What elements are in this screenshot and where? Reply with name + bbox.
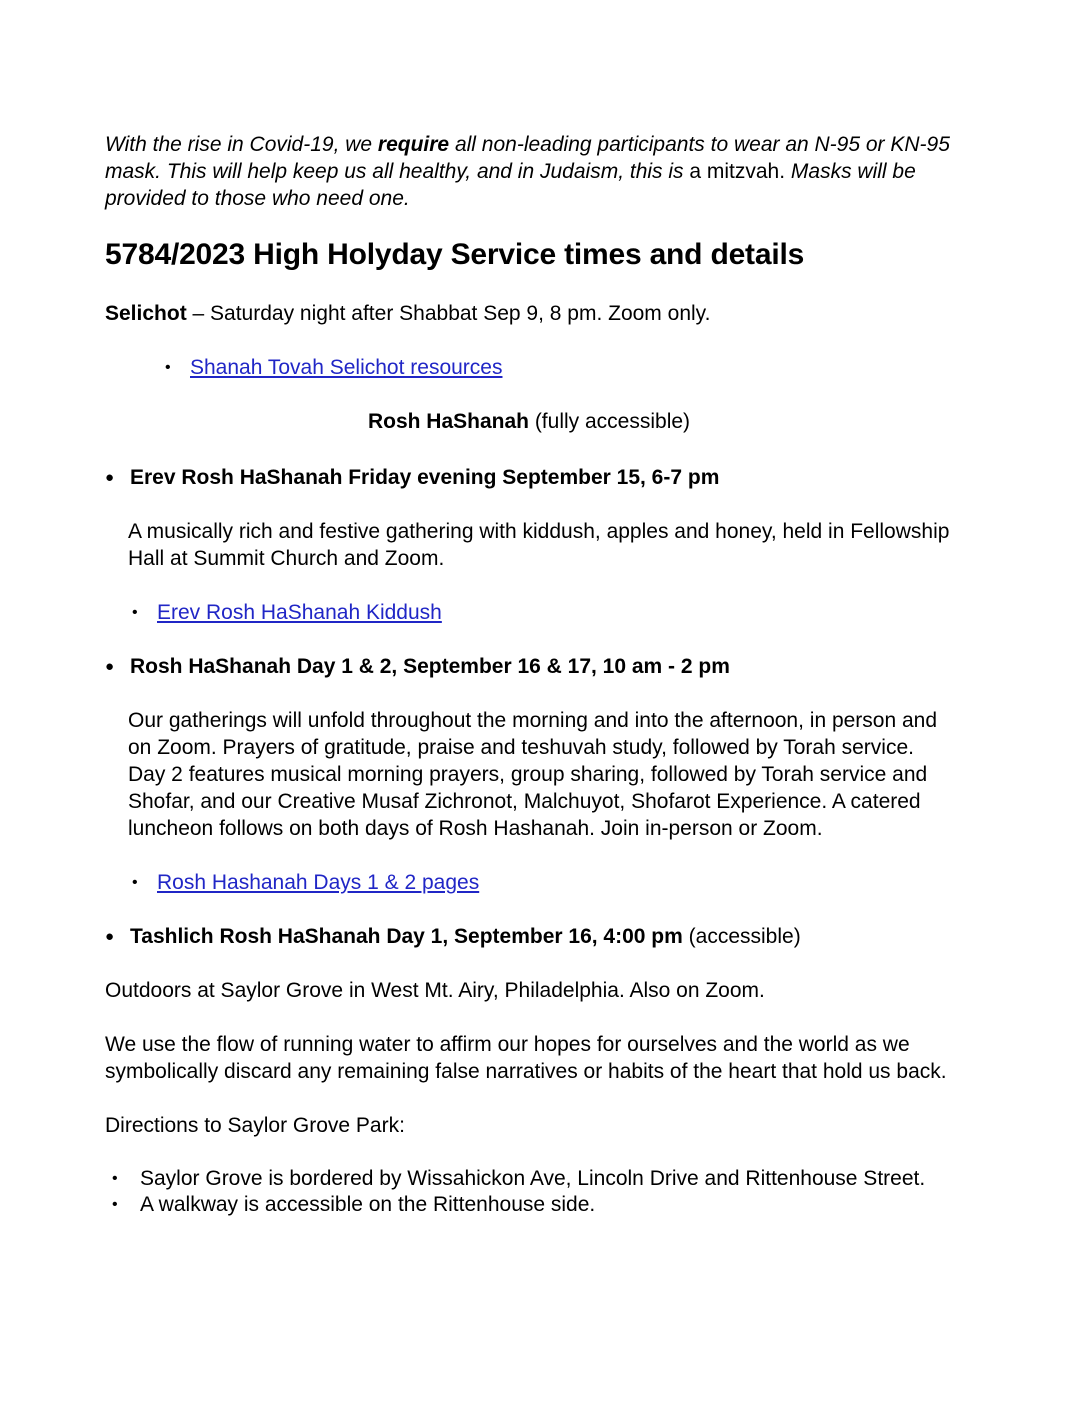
rosh-hashanah-centered-heading: [105, 408, 953, 435]
event-rosh-hashanah-days: [105, 653, 990, 680]
erev-kiddush-link[interactable]: Erev Rosh HaShanah Kiddush: [157, 601, 442, 624]
selichot-line: [105, 300, 953, 327]
tashlich-location: Outdoors at Saylor Grove in West Mt. Airy, Philadelphia. Also on Zoom.: [105, 979, 765, 1002]
event-title: Erev Rosh HaShanah Friday evening September 15, 6-7 pm: [130, 466, 720, 489]
page-title: 5784/2023 High Holyday Service times and details: [105, 238, 805, 271]
event-title: Rosh HaShanah Day 1 & 2, September 16 & 17, 10 am - 2 pm: [130, 655, 730, 678]
rosh-hashanah-accessibility-note: (fully accessible): [528, 410, 691, 433]
list-item-selichot-resources: [165, 354, 990, 381]
days-pages-link[interactable]: Rosh Hashanah Days 1 & 2 pages: [157, 871, 480, 894]
intro-text-3: Masks will be provided to those who need one.: [105, 160, 916, 210]
event-accessibility-note: (accessible): [682, 925, 801, 948]
event-tashlich: [105, 923, 990, 950]
bullet-icon: •: [132, 604, 138, 621]
list-item-direction: [112, 1192, 990, 1218]
event-title-mixed: [130, 923, 801, 950]
direction-text: A walkway is accessible on the Rittenhouse side.: [140, 1193, 596, 1216]
intro-require-emphasis: require: [377, 133, 450, 156]
selichot-details: – Saturday night after Shabbat Sep 9, 8 pm. Zoom only.: [186, 302, 711, 325]
rosh-hashanah-label: Rosh HaShanah: [367, 410, 529, 433]
bullet-icon: •: [112, 1170, 118, 1187]
intro-text-2: all non-leading participants to wear an N-95 or KN-95 mask. This will help keep us all healthy, and in Judaism, this is: [105, 133, 950, 183]
directions-list: [112, 1166, 990, 1218]
list-item-direction: [112, 1166, 990, 1192]
intro-paragraph: [105, 131, 957, 212]
event-erev-description: A musically rich and festive gathering with kiddush, apples and honey, held in Fellowship Hall at Summit Church and Zoom.: [128, 520, 950, 570]
event-title: Tashlich Rosh HaShanah Day 1, September 16, 4:00 pm: [130, 925, 683, 948]
list-item-days-pages: [132, 869, 990, 896]
bullet-icon: ●: [105, 658, 115, 675]
selichot-label: Selichot: [105, 302, 187, 325]
bullet-icon: •: [112, 1196, 118, 1213]
selichot-resources-link[interactable]: Shanah Tovah Selichot resources: [190, 356, 503, 379]
directions-label: Directions to Saylor Grove Park:: [105, 1114, 405, 1137]
event-days-description: Our gatherings will unfold throughout the morning and into the afternoon, in person and on Zoom. Prayers of gratitude, praise and teshuvah study, followed by Torah service. Day 2 features musical morning prayers, group sharing, followed by Torah service and Shofar, and our Creative Musaf Zichronot, Malchuyot, Shofarot Experience. A catered luncheon follows on both days of Rosh Hashanah. Join in-person or Zoom.: [128, 709, 938, 840]
direction-text: Saylor Grove is bordered by Wissahickon Ave, Lincoln Drive and Rittenhouse Street.: [140, 1167, 926, 1190]
bullet-icon: •: [165, 359, 171, 376]
intro-mitzvah-text: a mitzvah.: [689, 160, 786, 183]
tashlich-description: We use the flow of running water to affirm our hopes for ourselves and the world as we symbolically discard any remaining false narratives or habits of the heart that hold us back.: [105, 1033, 947, 1083]
bullet-icon: ●: [105, 469, 115, 486]
list-item-erev-kiddush: [132, 599, 990, 626]
bullet-icon: •: [132, 874, 138, 891]
bullet-icon: ●: [105, 928, 115, 945]
intro-text-1: With the rise in Covid-19, we: [105, 133, 378, 156]
event-erev-rosh-hashanah: [105, 464, 990, 491]
